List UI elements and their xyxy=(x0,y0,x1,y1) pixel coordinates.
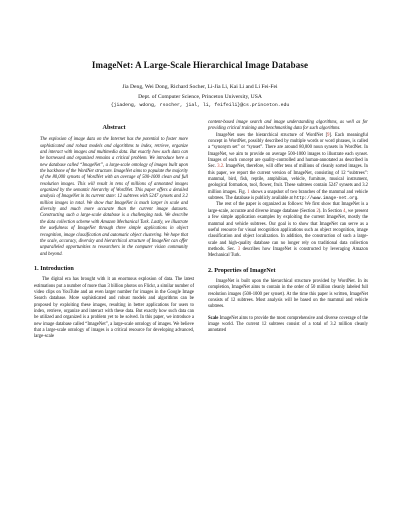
wordnet-paragraph: ImageNet uses the hierarchical structure of WordNet [9]. Each meaningful concept in WordNet, possibly described by multiple words or word phrases, is called a “synonym set” or “synset”. There are around 80,000 noun synsets in WordNet. In ImageNet, we aim to provide on average 500-1000 images to illustrate each synset. Images of each concept are quality-controlled and human-annotated as described in Sec. 3.2. ImageNet, therefore, will offer tens of millions of cleanly sorted images. In this paper, we report the current version of ImageNet, consisting of 12 “subtrees”: mammal, bird, fish, reptile, amphibian, vehicle, furniture, musical instrument, geological formation, tool, flower, fruit. These subtrees contain 5247 synsets and 3.2 million images. Fig. 1 shows a snapshot of two branches of the mammal and vehicle subtrees. The database is publicly available at http://www.image-net.org. xyxy=(208,132,369,202)
right-column xyxy=(208,120,368,335)
section-link[interactable]: 3.2 xyxy=(217,164,224,170)
citation-link[interactable]: 9 xyxy=(327,132,330,138)
intro-continued: content-based image search and image understanding algorithms, as well as for providing critical training and benchmarking data for such algorithms. xyxy=(208,120,368,132)
affiliation: Dept. of Computer Science, Princeton University, USA xyxy=(138,94,262,100)
properties-heading: 2. Properties of ImageNet xyxy=(208,266,276,274)
abstract-heading: Abstract xyxy=(102,124,126,131)
author-list: Jia Deng, Wei Dong, Richard Socher, Li-Jia Li, Kai Li and Li Fei-Fei xyxy=(122,84,278,90)
properties-paragraph: ImageNet is built upon the hierarchical structure provided by WordNet. In its completion, ImageNet aims to contain in the order of 50 million cleanly labeled full resolution images (500-1000 per synset). At the time this paper is written, ImageNet consists of 12 subtrees. Most analysis will be based on the mammal and vehicle subtrees. xyxy=(208,278,368,310)
figure-link[interactable]: 1 xyxy=(247,189,250,195)
section-link[interactable]: 3 xyxy=(237,246,241,252)
abstract-text: The explosion of image data on the Internet has the potential to foster more sophisticated and robust models and algorithms to index, retrieve, organize and interact with images and multimedia data. But exactly how such data can be harnessed and organized remains a critical problem. We introduce here a new database called “ImageNet”, a large-scale ontology of images built upon the backbone of the WordNet structure. ImageNet aims to populate the majority of the 80,000 synsets of WordNet with an average of 500-1000 clean and full resolution images. This will result in tens of millions of annotated images organized by the semantic hierarchy of WordNet. This paper offers a detailed analysis of ImageNet in its current state: 12 subtrees with 5247 synsets and 3.2 million images in total. We show that ImageNet is much larger in scale and diversity and much more accurate than the current image datasets. Constructing such a large-scale database is a challenging task. We describe the data collection scheme with Amazon Mechanical Turk. Lastly, we illustrate the usefulness of ImageNet through three simple applications in object recognition, image classification and automatic object clustering. We hope that the scale, accuracy, diversity and hierarchical structure of ImageNet can offer unparalleled opportunities to researchers in the computer vision community and beyond. xyxy=(40,137,188,257)
intro-heading: 1. Introduction xyxy=(34,264,74,272)
organization-paragraph: The rest of the paper is organized as follows: We first show that ImageNet is a large-scale, accurate and diverse image database (Section 2). In Section 4, we present a few simple application examples by exploiting the current ImageNet, mostly the mammal and vehicle subtrees. Our goal is to show that ImageNet can serve as a useful resource for visual recognition applications such as object recognition, image classification and object localization. In addition, the construction of such a large-scale and high-quality database can no longer rely on traditional data collection methods. Sec. 3 describes how ImageNet is constructed by leveraging Amazon Mechanical Turk. xyxy=(208,202,369,259)
intro-paragraph: The digital era has brought with it an enormous explosion of data. The latest estimations put a number of more than 3 billion photos on Flickr, a similar number of video clips on YouTube and an even larger number for images in the Google Image Search database. More sophisticated and robust models and algorithms can be proposed by exploiting these images, resulting in better applications for users to index, retrieve, organize and interact with these data. But exactly how such data can be utilized and organized is a problem yet to be solved. In this paper, we introduce a new image database called “ImageNet”, a large-scale ontology of images. We believe that a large-scale ontology of images is a critical resource for developing advanced, large-scale xyxy=(34,277,194,340)
paper-title: ImageNet: A Large-Scale Hierarchical Image Database xyxy=(91,60,309,70)
imagenet-url[interactable]: http://www.image-net.org xyxy=(294,196,358,202)
section-link[interactable]: 4 xyxy=(343,208,346,214)
section-link[interactable]: 2 xyxy=(316,208,319,214)
scale-label: Scale xyxy=(208,315,219,321)
scale-paragraph: Scale ImageNet aims to provide the most comprehensive and diverse coverage of the image world. The current 12 subtrees consist of a total of 3.2 million cleanly annotated xyxy=(208,315,368,334)
author-emails: {jiadeng, wdong, rsocher, jial, li, feifeili}@cs.princeton.edu xyxy=(110,103,290,108)
left-column xyxy=(34,123,194,341)
